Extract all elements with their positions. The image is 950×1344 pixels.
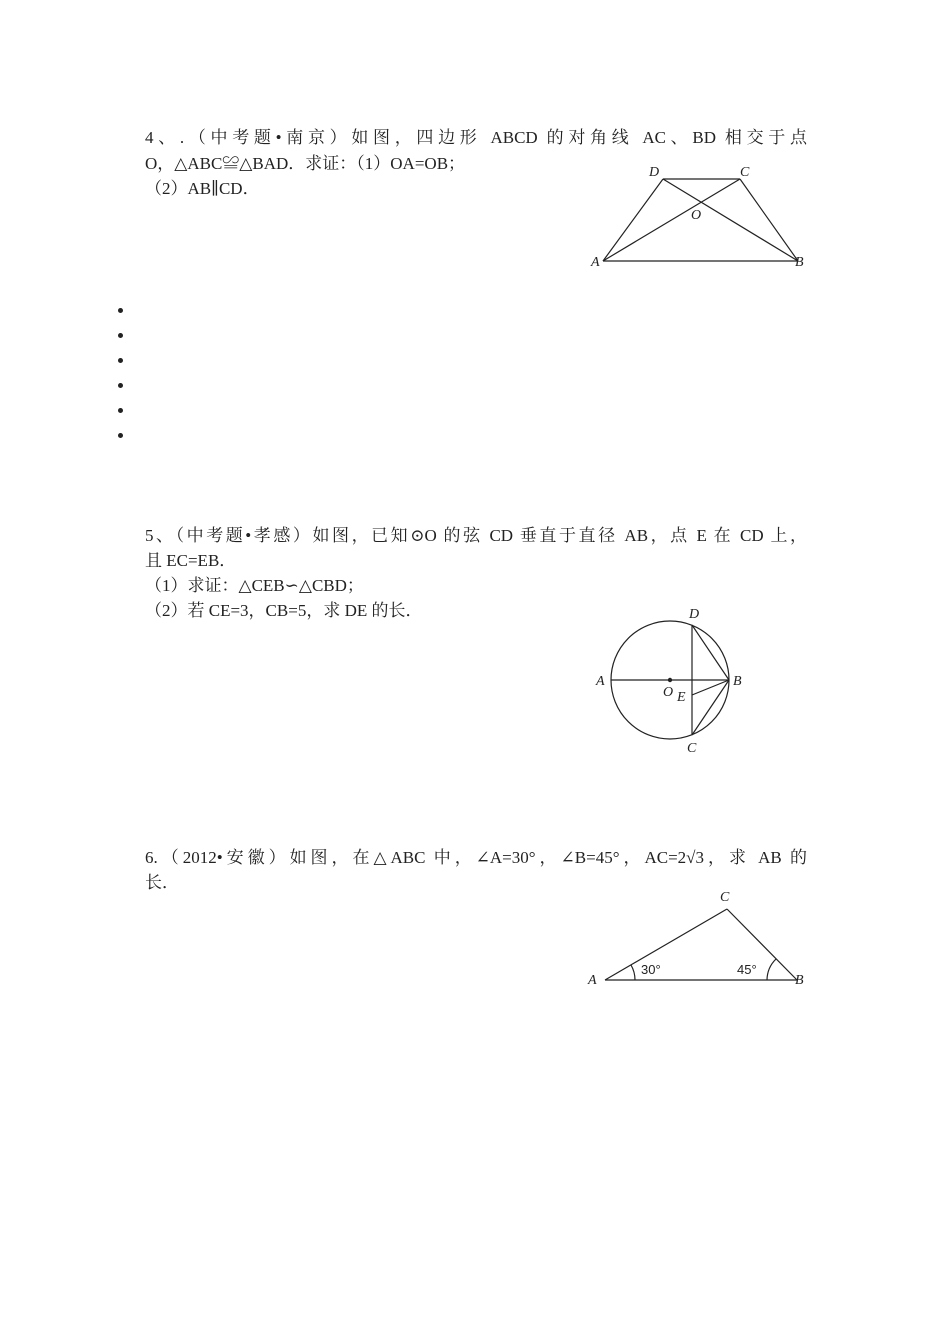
empty-bullet-list bbox=[118, 300, 128, 450]
q6-label-b: B bbox=[795, 973, 804, 988]
q6-angle-a-arc bbox=[631, 965, 635, 980]
q6-text-line2: 长． bbox=[145, 873, 179, 892]
q6-label-a: A bbox=[588, 973, 597, 988]
q5-text-line1: 5、（中考题•孝感）如图，已知⊙O 的弦 CD 垂直于直径 AB，点 E 在 CD 上， bbox=[145, 526, 807, 545]
q4-text-line3: （2）AB∥CD． bbox=[145, 179, 260, 198]
q5-text-line2: 且 EC=EB． bbox=[145, 551, 237, 570]
q5-text-line3: （1）求证：△CEB∽△CBD； bbox=[145, 576, 364, 595]
q5-segment-db bbox=[692, 625, 729, 680]
q4-label-b: B bbox=[795, 255, 804, 270]
q5-label-d: D bbox=[689, 607, 700, 622]
list-item bbox=[118, 300, 128, 325]
list-item bbox=[118, 350, 128, 375]
q4-label-o: O bbox=[691, 208, 702, 223]
list-item bbox=[118, 325, 128, 350]
q4-label-a: A bbox=[591, 255, 600, 270]
q4-label-d: D bbox=[649, 165, 660, 180]
q6-angle-b-arc bbox=[767, 959, 776, 980]
q5-segment-cb bbox=[692, 680, 729, 735]
q4-diagonal-bd bbox=[663, 179, 798, 261]
q4-diagonal-ac bbox=[603, 179, 740, 261]
q6-triangle-figure bbox=[583, 882, 808, 992]
q4-side-ad bbox=[603, 179, 663, 261]
q6-text-line1: 6.（2012•安徽）如图，在△ABC 中，∠A=30°，∠B=45°，AC=2√3，求 AB 的 bbox=[145, 848, 807, 867]
q5-label-b: B bbox=[733, 674, 742, 689]
q5-label-o: O bbox=[663, 685, 674, 700]
q4-label-c: C bbox=[740, 165, 750, 180]
q6-side-ac bbox=[605, 909, 727, 980]
list-item bbox=[118, 425, 128, 450]
q6-angle-b-label: 45° bbox=[737, 962, 757, 977]
q6-label-c: C bbox=[720, 890, 730, 905]
q4-text-line1: 4、.（中考题•南京）如图，四边形 ABCD 的对角线 AC、BD 相交于点 bbox=[145, 128, 807, 147]
q5-circle-figure bbox=[590, 600, 760, 760]
q6-angle-a-label: 30° bbox=[641, 962, 661, 977]
q4-side-cb bbox=[740, 179, 798, 261]
list-item bbox=[118, 375, 128, 400]
q5-center-point bbox=[668, 678, 672, 682]
q4-text-line2: O，△ABC≌△BAD．求证：（1）OA=OB； bbox=[145, 154, 466, 173]
list-item bbox=[118, 400, 128, 425]
q4-quadrilateral-figure bbox=[585, 160, 810, 272]
q5-label-c: C bbox=[687, 741, 697, 756]
q5-label-e: E bbox=[677, 690, 686, 705]
q5-label-a: A bbox=[596, 674, 605, 689]
q5-text-line4: （2）若 CE=3，CB=5，求 DE 的长． bbox=[145, 601, 423, 620]
